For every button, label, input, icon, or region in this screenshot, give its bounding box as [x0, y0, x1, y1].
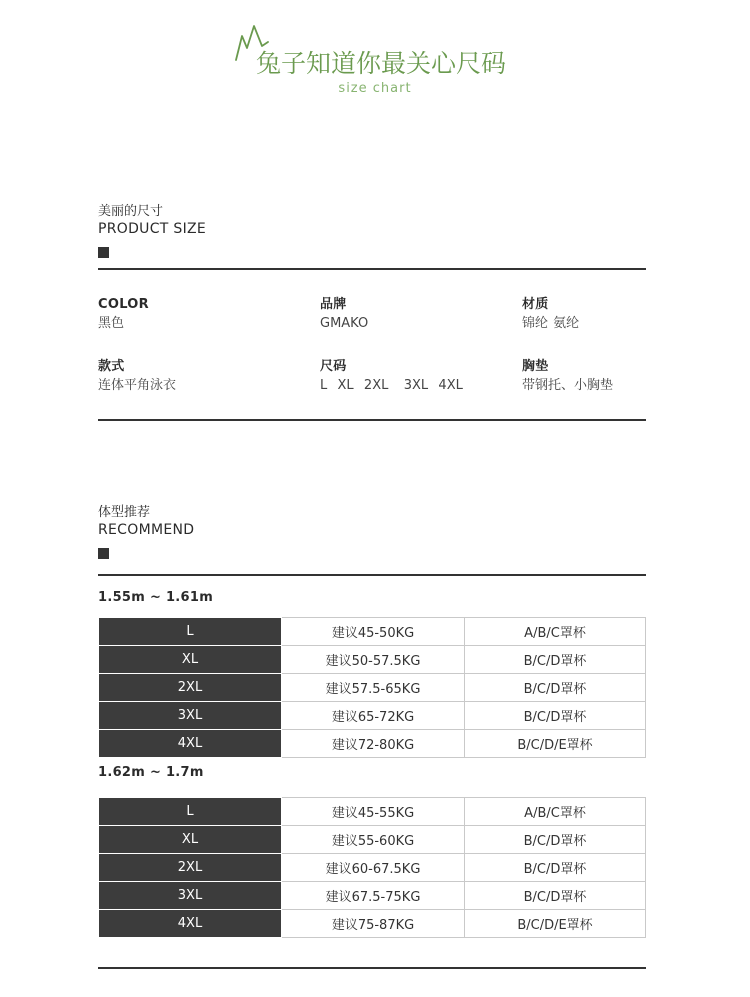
table-row	[99, 646, 646, 674]
pad-value: 带钢托、小胸垫	[522, 378, 614, 393]
brand-value: GMAKO	[320, 316, 369, 331]
pad-label: 胸垫	[522, 359, 549, 374]
cup-cell: B/C/D罩杯	[465, 826, 646, 854]
weight-cell: 建议60-67.5KG	[282, 854, 465, 882]
cup-cell: B/C/D罩杯	[465, 702, 646, 730]
cup-cell: B/C/D罩杯	[465, 646, 646, 674]
cup-cell: B/C/D罩杯	[465, 854, 646, 882]
info-style	[98, 358, 176, 394]
cup-cell: B/C/D/E罩杯	[465, 730, 646, 758]
table-row	[99, 826, 646, 854]
info-color	[98, 296, 149, 332]
size-table-2	[98, 797, 646, 938]
weight-cell: 建议50-57.5KG	[282, 646, 465, 674]
size-cell: XL	[99, 826, 282, 854]
color-label: COLOR	[98, 297, 149, 312]
cup-cell: B/C/D罩杯	[465, 882, 646, 910]
size-cell: 3XL	[99, 702, 282, 730]
table-row	[99, 910, 646, 938]
product-size-heading	[98, 204, 206, 258]
material-value: 锦纶 氨纶	[522, 316, 580, 331]
height-range-2: 1.62m ~ 1.7m	[98, 765, 204, 780]
page-title: 兔子知道你最关心尺码	[256, 49, 507, 78]
divider	[98, 574, 646, 576]
recommend-heading-en: RECOMMEND	[98, 522, 195, 538]
recommend-heading-cn: 体型推荐	[98, 505, 151, 520]
size-cell: XL	[99, 646, 282, 674]
product-heading-cn: 美丽的尺寸	[98, 204, 164, 219]
recommend-heading	[98, 505, 194, 559]
height-range-1: 1.55m ~ 1.61m	[98, 590, 214, 605]
weight-cell: 建议65-72KG	[282, 702, 465, 730]
size-cell: 3XL	[99, 882, 282, 910]
weight-cell: 建议45-50KG	[282, 618, 465, 646]
section-marker	[98, 247, 109, 258]
weight-cell: 建议75-87KG	[282, 910, 465, 938]
weight-cell: 建议45-55KG	[282, 798, 465, 826]
info-size	[320, 358, 463, 394]
cup-cell: B/C/D/E罩杯	[465, 910, 646, 938]
header	[0, 0, 750, 110]
weight-cell: 建议57.5-65KG	[282, 674, 465, 702]
size-cell: L	[99, 798, 282, 826]
table-row	[99, 618, 646, 646]
size-label: 尺码	[320, 359, 347, 374]
size-cell: 2XL	[99, 854, 282, 882]
divider	[98, 419, 646, 421]
size-cell: 2XL	[99, 674, 282, 702]
cup-cell: A/B/C罩杯	[465, 798, 646, 826]
section-marker	[98, 548, 109, 559]
table-row	[99, 854, 646, 882]
info-pad	[522, 358, 613, 394]
weight-cell: 建议55-60KG	[282, 826, 465, 854]
table-row	[99, 730, 646, 758]
cup-cell: A/B/C罩杯	[465, 618, 646, 646]
size-value: L XL 2XL 3XL 4XL	[320, 378, 463, 393]
weight-cell: 建议72-80KG	[282, 730, 465, 758]
product-heading-en: PRODUCT SIZE	[98, 221, 207, 237]
size-cell: 4XL	[99, 730, 282, 758]
color-value: 黑色	[98, 316, 125, 331]
info-material	[522, 296, 579, 332]
cup-cell: B/C/D罩杯	[465, 674, 646, 702]
size-table-1	[98, 617, 646, 758]
table-row	[99, 798, 646, 826]
table-row	[99, 674, 646, 702]
style-value: 连体平角泳衣	[98, 378, 177, 393]
divider	[98, 967, 646, 969]
brand-label: 品牌	[320, 297, 347, 312]
page-subtitle: size chart	[338, 81, 412, 96]
weight-cell: 建议67.5-75KG	[282, 882, 465, 910]
divider	[98, 268, 646, 270]
info-brand	[320, 296, 368, 332]
size-cell: L	[99, 618, 282, 646]
table-row	[99, 882, 646, 910]
size-cell: 4XL	[99, 910, 282, 938]
table-row	[99, 702, 646, 730]
style-label: 款式	[98, 359, 125, 374]
material-label: 材质	[522, 297, 549, 312]
